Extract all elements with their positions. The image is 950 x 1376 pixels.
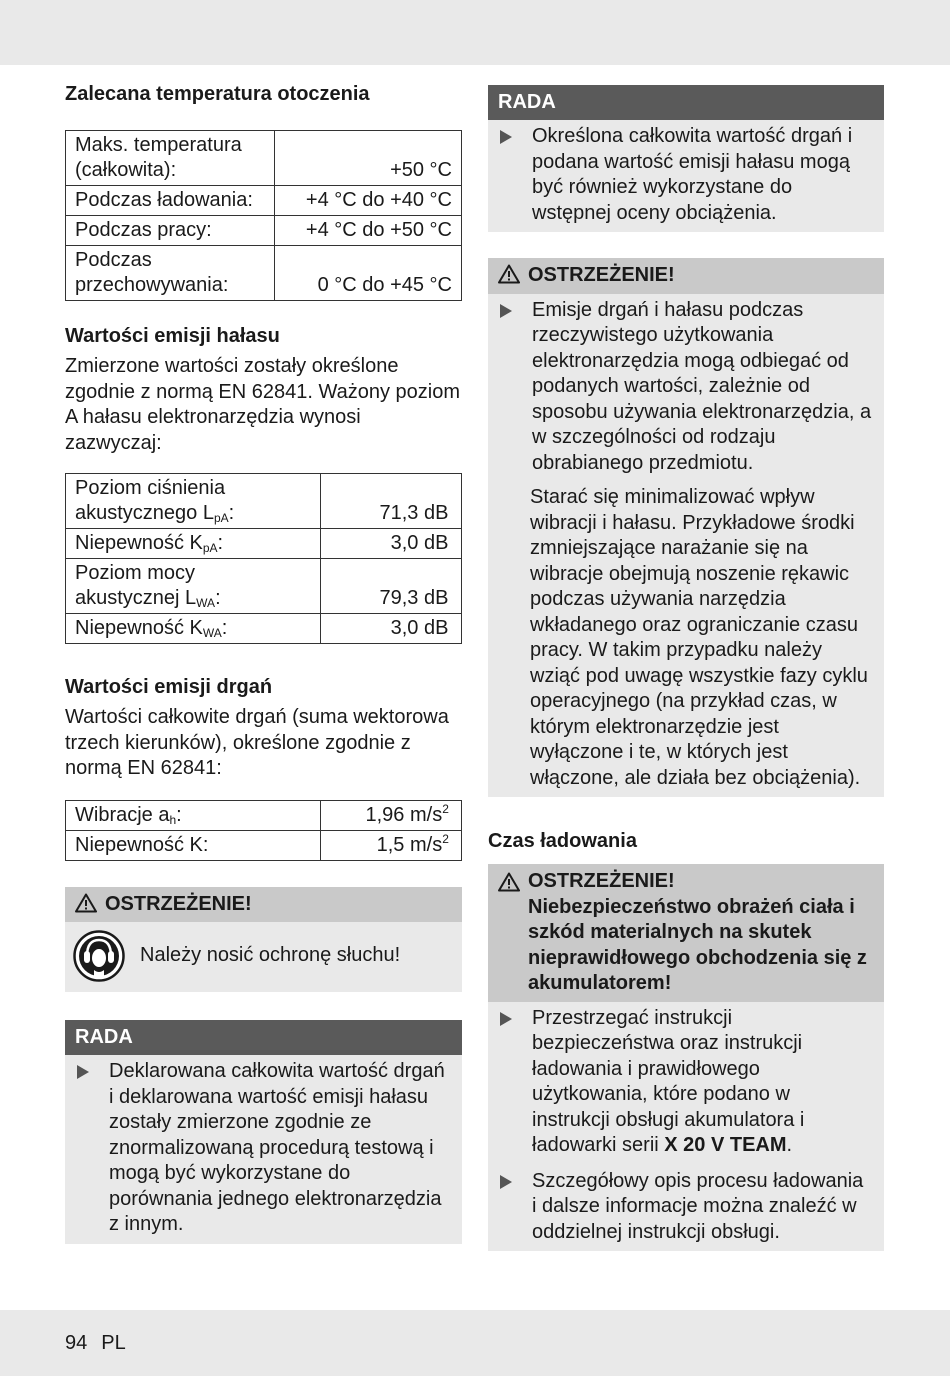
table-cell-value: +50 °C xyxy=(275,131,462,186)
bullet-arrow-icon xyxy=(500,130,512,144)
table-row xyxy=(66,131,462,186)
table-cell-label: Niepewność $K_{WA}$: xyxy=(66,614,321,644)
tip-text: Określona całkowita wartość drgań i podana wartość emisji hałasu mogą być również wykorzystane do wstępnej oceny obciążenia. xyxy=(532,125,853,224)
bullet-arrow-icon xyxy=(500,304,512,318)
table-cell-value: 1,96 $m/s^2$ xyxy=(321,800,462,830)
warning-body xyxy=(488,1002,884,1252)
list-item xyxy=(498,1169,872,1246)
table-cell-value: 0 °C do +45 °C xyxy=(275,246,462,301)
tip-box xyxy=(488,85,884,232)
list-item xyxy=(498,1006,872,1159)
noise-heading: Wartości emisji hałasu xyxy=(65,325,280,347)
list-item xyxy=(498,124,872,226)
tip-text: Deklarowana całkowita wartość drgań i deklarowana wartość emisji hałasu zostały zmierzone zgodnie ze znormalizowaną procedurą testową i mogą być wykorzystane do porównania jednego elektronarzędzia z innym. xyxy=(109,1060,445,1235)
table-cell-value: 1,5 $m/s^2$ xyxy=(321,830,462,860)
warning-text: Należy nosić ochronę słuchu! xyxy=(140,944,401,967)
warning-header xyxy=(488,258,884,294)
noise-description: Zmierzone wartości zostały określone zgodnie z normą EN 62841. Ważony poziom A hałasu elektronarzędzia wynosi zazwyczaj: xyxy=(65,355,461,454)
left-column xyxy=(65,80,462,1244)
warning-text: Szczegółowy opis procesu ładowania i dalsze informacje można znaleźć w oddzielnej instrukcji obsługi. xyxy=(532,1169,864,1243)
warning-title: OSTRZEŻENIE! xyxy=(528,870,675,892)
table-row xyxy=(66,559,462,614)
table-row xyxy=(66,529,462,559)
page-footer xyxy=(65,1331,140,1357)
tip-body xyxy=(65,1055,462,1244)
warning-text: Starać się minimalizować wpływ wibracji i hałasu. Przykładowe środki zmniejszające narażanie się na wibracje obejmują noszenie rękawic podczas używania narzędzia wkładanego oraz ograniczanie czasu pracy. W takim przypadku należy wziąć pod uwagę wszystkie fazy cyklu operacyjnego (na przykład czas, w którym elektronarzędzie jest wyłączone i te, w których jest włączone, ale działa bez obciążenia). xyxy=(530,486,868,789)
table-row xyxy=(66,186,462,216)
noise-table xyxy=(65,473,462,644)
temperature-table xyxy=(65,130,462,301)
bottom-band xyxy=(0,1310,950,1376)
top-band xyxy=(0,0,950,65)
list-item xyxy=(75,1059,450,1238)
warning-text: Przestrzegać instrukcji bezpieczeństwa oraz instrukcji ładowania i prawidłowego użytkowania, które podano w instrukcji obsługi akumulatora i ładowarki serii X 20 V TEAM. xyxy=(532,1006,805,1156)
table-cell-label: Podczas przechowywania: xyxy=(66,246,275,301)
table-cell-value: 71,3 dB xyxy=(321,474,462,529)
language-code: PL xyxy=(101,1332,126,1354)
table-cell-value: +4 °C do +50 °C xyxy=(275,216,462,246)
table-row xyxy=(66,800,462,830)
table-cell-value: 3,0 dB xyxy=(321,614,462,644)
page-number: 94 xyxy=(65,1332,88,1354)
warning-body xyxy=(488,294,884,798)
bullet-arrow-icon xyxy=(500,1012,512,1026)
warning-subtitle: Niebezpieczeństwo obrażeń ciała i szkód materialnych na skutek nieprawidłowego obchodzenia się z akumulatorem! xyxy=(528,895,867,994)
table-cell-label: Niepewność K: xyxy=(66,830,321,860)
warning-title: OSTRZEŻENIE! xyxy=(528,264,675,286)
temperature-heading: Zalecana temperatura otoczenia xyxy=(65,83,370,105)
table-cell-value: 3,0 dB xyxy=(321,529,462,559)
warning-triangle-icon xyxy=(498,264,520,284)
charging-warning-box xyxy=(488,864,884,1251)
list-item xyxy=(498,298,872,477)
warning-triangle-icon xyxy=(498,872,520,892)
table-row xyxy=(66,246,462,301)
warning-body xyxy=(65,922,462,992)
vibration-description: Wartości całkowite drgań (suma wektorowa trzech kierunków), określone zgodnie z normą EN 62841: xyxy=(65,706,449,779)
table-cell-label: Poziom mocy akustycznej $L_{WA}$: xyxy=(66,559,321,614)
tip-header: RADA xyxy=(65,1020,462,1055)
hearing-warning-box xyxy=(65,887,462,993)
warning-header xyxy=(65,887,462,923)
table-row xyxy=(66,830,462,860)
table-cell-label: Maks. temperatura (całkowita): xyxy=(66,131,275,186)
table-row xyxy=(66,614,462,644)
table-cell-label: Poziom ciśnienia akustycznego $L_{pA}$: xyxy=(66,474,321,529)
table-cell-label: Podczas pracy: xyxy=(66,216,275,246)
warning-text: Emisje drgań i hałasu podczas rzeczywistego użytkowania elektronarzędzia mogą odbiegać od podanych wartości, zależnie od sposobu używania elektronarzędzia, a w szczególności od rodzaju obrabianego przedmiotu. xyxy=(532,298,872,474)
vibration-heading: Wartości emisji drgań xyxy=(65,676,273,698)
bullet-arrow-icon xyxy=(500,1175,512,1189)
tip-header: RADA xyxy=(488,85,884,120)
table-cell-label: Podczas ładowania: xyxy=(66,186,275,216)
warning-header xyxy=(488,864,884,1002)
warning-triangle-icon xyxy=(75,893,97,913)
charging-heading: Czas ładowania xyxy=(488,830,637,852)
table-row xyxy=(66,216,462,246)
vibration-warning-box xyxy=(488,258,884,797)
bullet-arrow-icon xyxy=(77,1065,89,1079)
warning-title: OSTRZEŻENIE! xyxy=(105,892,252,915)
table-cell-label: Wibracje $a_h$: xyxy=(66,800,321,830)
ear-protection-icon xyxy=(73,930,125,982)
tip-box xyxy=(65,1020,462,1244)
right-column xyxy=(488,85,884,1251)
table-cell-label: Niepewność $K_{pA}$: xyxy=(66,529,321,559)
table-row xyxy=(66,474,462,529)
vibration-table xyxy=(65,800,462,861)
table-cell-value: +4 °C do +40 °C xyxy=(275,186,462,216)
tip-body xyxy=(488,120,884,232)
table-cell-value: 79,3 dB xyxy=(321,559,462,614)
